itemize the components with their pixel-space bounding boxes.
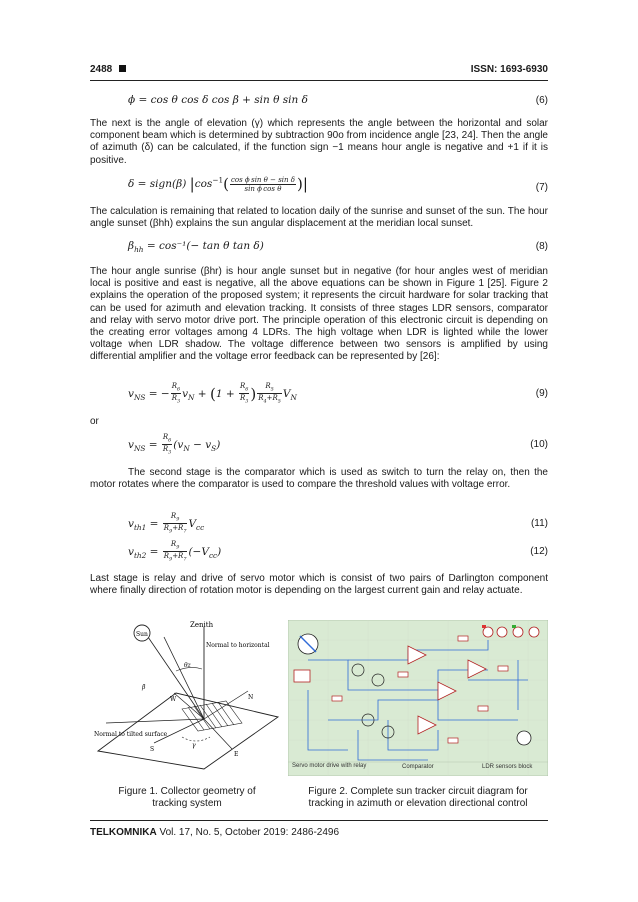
or-text: or (90, 416, 99, 427)
equation-6-number: (6) (535, 95, 548, 106)
equation-6: ϕ = cos θ cos δ cos β + sin θ sin δ (128, 94, 308, 106)
fig1-beta-label: β (142, 684, 146, 691)
fig1-s-label: S (150, 746, 155, 753)
equation-9: $v_{NS}$ = − $\frac{R_6}{R_3}$ $v_N + (1$ + $\frac{R_6}{R_3}$ ) $\frac{R_5}{R_4+R_5}$ $V_N$ (128, 382, 297, 405)
fig1-w-label: W (170, 696, 177, 703)
figure-2-circuit-diagram (288, 620, 548, 776)
equation-12-number: (12) (530, 546, 548, 557)
square-bullet-icon (119, 65, 126, 72)
footer-citation: Vol. 17, No. 5, October 2019: 2486-2496 (159, 827, 340, 838)
equation-8: $\beta_{hh} = \cos^{-1}(- \tan \theta$ tan δ) (128, 240, 264, 255)
fig2-servo-label (292, 763, 366, 769)
paragraph-calculation: The calculation is remaining that related to location daily of the sunrise and sunset of the sun. The hour angle sunset (βhh) explains the sun angular displacement at the meridian local sunset. (90, 206, 548, 230)
equation-9-number: (9) (535, 388, 548, 399)
fig2-servo-label-text: Servo motor drive with relay (292, 763, 367, 769)
equation-10: $v_{NS}$ = $\frac{R_6}{R_3}$ $(v_N - v_S)$ (128, 433, 221, 456)
fig1-gamma-label: γ (192, 742, 196, 749)
fig1-n-label: N (248, 694, 254, 701)
fig2-ldr-label: LDR sensors block (482, 764, 533, 770)
paragraph-relay: Last stage is relay and drive of servo motor which is consist of two pairs of Darlington component where finally direction of rotation motor is depending on the largest current gain and relay actuate. (90, 573, 548, 597)
paragraph-sunrise: The hour angle sunrise (βhr) is hour angle sunset but in negative (for hour angles west of meridian local is positive and east is negative, all the above equations can be shown in Figure 1 [25]. Figure 2 explains the operation of the proposed system; it represents the circuit hardware for solar tracking that can be used for azimuth and elevation tracking. It consists of three stages LDR sensors, comparator and relay with servo motor drive port. The principle operation of this electronic circuit is depending on the creating error voltages among 4 LDRs. The high voltage when LDR is lighted while the lower voltage when LDR shadow. The voltage difference between two sensors is amplified by using differential amplifier and the voltage error feedback can be represented by [26]: (90, 266, 548, 363)
equation-11: $v_{th1}$ = $\frac{R_9}{R_9+R_7}$ $V_{cc}$ (128, 512, 205, 535)
footer-journal: TELKOMNIKA (90, 827, 157, 838)
fig1-zenith-label: Zenith (190, 621, 214, 629)
equation-7: δ = sign(β) $|\cos^{-1}$( $\frac{\text{cos ϕ sin θ − sin δ}}{\text{sin ϕ cos θ}}$ )| (128, 175, 308, 193)
paragraph-elevation: The next is the angle of elevation (γ) which represents the angle between the horizontal and solar component beam which is determined by subtraction 90o from incidence angle [23, 24]. Then the angle of azimuth (δ) can be calculated, if the function sign −1 means hour angle is negative and +1 if it is positive. (90, 118, 548, 166)
page-number-text: 2488 (90, 64, 113, 75)
fig1-normal-horizontal-label: Normal to horizontal (206, 642, 270, 649)
paragraph-comparator: The second stage is the comparator which is used as switch to turn the relay on, then the motor rotates where the comparator is used to compare the threshold values with voltage error. (90, 467, 548, 491)
fig1-e-label: E (234, 751, 239, 758)
equation-7-denominator: sin ϕ cos θ (244, 184, 282, 193)
fig1-sun-label: Sun (136, 631, 148, 638)
equation-10-number: (10) (530, 439, 548, 450)
equation-7-lhs: δ = sign(β) (128, 178, 187, 190)
equation-7-number: (7) (535, 182, 548, 193)
fig2-comparator-label: Comparator (402, 764, 434, 770)
equation-8-rhs: = cos⁻¹(− tan θ tan δ) (146, 240, 264, 252)
fig1-normal-tilted-label: Normal to tilted surface (94, 731, 168, 738)
page-number (90, 64, 126, 75)
footer-rule (90, 820, 548, 821)
header-rule (90, 80, 548, 81)
footer (90, 827, 339, 838)
fig1-theta-z-label: θz (184, 662, 191, 669)
equation-7-fraction (230, 176, 296, 193)
equation-8-number: (8) (535, 241, 548, 252)
issn: ISSN: 1693-6930 (470, 64, 548, 75)
equation-11-number: (11) (530, 518, 548, 529)
equation-12: $v_{th2}$ = $\frac{R_9}{R_9+R_7}$ $(-V_{cc})$ (128, 540, 222, 563)
figure-1-caption: Figure 1. Collector geometry of tracking system (118, 786, 256, 809)
equation-7-numerator: cos ϕ sin θ − sin δ (230, 175, 295, 184)
figure-2-caption: Figure 2. Complete sun tracker circuit diagram for tracking in azimuth or elevation directional control (308, 786, 528, 809)
figure-1-collector-geometry (92, 619, 282, 777)
